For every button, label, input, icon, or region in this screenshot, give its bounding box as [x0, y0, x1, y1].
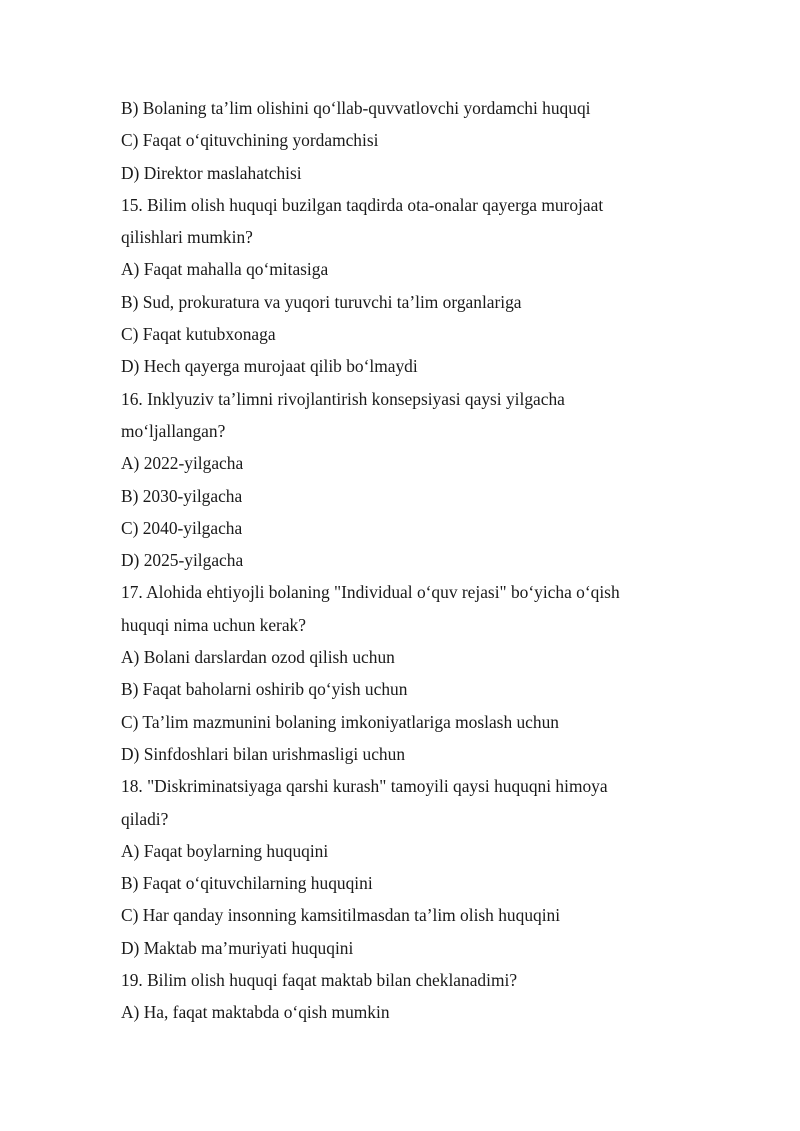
question-16-line-2: mo‘ljallangan? — [121, 420, 226, 441]
option-15-b: B) Sud, prokuratura va yuqori turuvchi ta’lim organlariga — [121, 291, 522, 312]
option-15-c: C) Faqat kutubxonaga — [121, 324, 276, 345]
question-18-line-1: 18. "Diskriminatsiyaga qarshi kurash" tamoyili qaysi huquqni himoya — [121, 776, 608, 797]
option-18-a: A) Faqat boylarning huquqini — [121, 840, 329, 861]
question-16-line-1: 16. Inklyuziv ta’limni rivojlantirish konsepsiyasi qaysi yilgacha — [121, 388, 565, 409]
question-17-line-2: huquqi nima uchun kerak? — [121, 614, 306, 635]
option-15-a: A) Faqat mahalla qo‘mitasiga — [121, 259, 329, 280]
option-17-a: A) Bolani darslardan ozod qilish uchun — [121, 647, 395, 668]
question-15-line-1: 15. Bilim olish huquqi buzilgan taqdirda ota-onalar qayerga murojaat — [121, 194, 604, 215]
option-16-c: C) 2040-yilgacha — [121, 517, 243, 538]
option-17-d: D) Sinfdoshlari bilan urishmasligi uchun — [121, 743, 406, 764]
question-17-line-1: 17. Alohida ehtiyojli bolaning "Individual o‘quv rejasi" bo‘yicha o‘qish — [121, 582, 620, 603]
option-14-b: B) Bolaning ta’lim olishini qo‘llab-quvvatlovchi yordamchi huquqi — [121, 98, 591, 118]
option-17-b: B) Faqat baholarni oshirib qo‘yish uchun — [121, 679, 408, 700]
option-16-d: D) 2025-yilgacha — [121, 550, 244, 571]
option-14-d: D) Direktor maslahatchisi — [121, 162, 302, 183]
question-15-line-2: qilishlari mumkin? — [121, 227, 253, 248]
question-19: 19. Bilim olish huquqi faqat maktab bilan cheklanadimi? — [121, 970, 518, 991]
quiz-text — [121, 95, 721, 1032]
option-18-d: D) Maktab ma’muriyati huquqini — [121, 937, 354, 958]
option-15-d: D) Hech qayerga murojaat qilib bo‘lmaydi — [121, 356, 418, 377]
option-17-c: C) Ta’lim mazmunini bolaning imkoniyatlariga moslash uchun — [121, 711, 559, 732]
option-19-a: A) Ha, faqat maktabda o‘qish mumkin — [121, 1002, 390, 1023]
question-18-line-2: qiladi? — [121, 808, 169, 829]
option-18-b: B) Faqat o‘qituvchilarning huquqini — [121, 873, 373, 894]
option-16-b: B) 2030-yilgacha — [121, 485, 243, 506]
option-18-c: C) Har qanday insonning kamsitilmasdan ta’lim olish huquqini — [121, 905, 561, 926]
option-16-a: A) 2022-yilgacha — [121, 453, 244, 474]
option-14-c: C) Faqat o‘qituvchining yordamchisi — [121, 130, 379, 151]
